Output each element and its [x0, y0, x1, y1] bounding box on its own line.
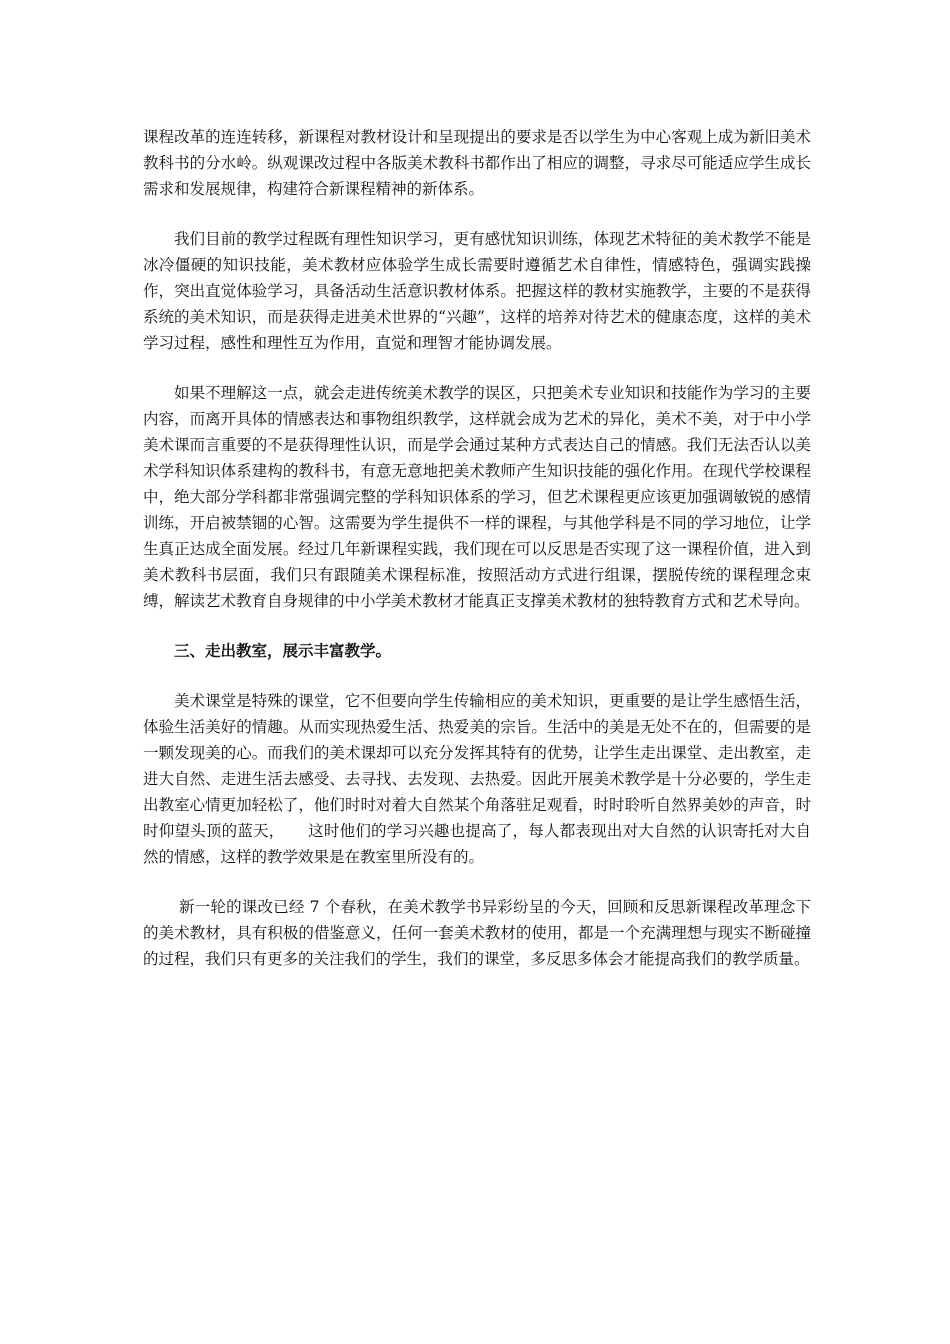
paragraph-conclusion: 新一轮的课改已经 7 个春秋，在美术教学书异彩纷呈的今天，回顾和反思新课程改革理念下的美术教材，具有积极的借鉴意义，任何一套美术教材的使用，都是一个充满理想与现实不断碰撞的过程，我们只有更多的关注我们的学生，我们的课堂，多反思多体会才能提高我们的教学质量。: [143, 898, 811, 968]
paragraph-intro: 课程改革的连连转移，新课程对教材设计和呈现提出的要求是否以学生为中心客观上成为新旧美术教科书的分水岭。纵观课改过程中各版美术教科书都作出了相应的调整，寻求尽可能适应学生成长需求和发展规律，构建符合新课程精神的新体系。: [143, 128, 811, 198]
paragraph-misconception: 如果不理解这一点，就会走进传统美术教学的误区，只把美术专业知识和技能作为学习的主要内容，而离开具体的情感表达和事物组织教学，这样就会成为艺术的异化，美术不美，对于中小学美术课而言重要的不是获得理性认识，而是学会通过某种方式表达自己的情感。我们无法否认以美术学科知识体系建构的教科书，有意无意地把美术教师产生知识技能的强化作用。在现代学校课程中，绝大部分学科都非常强调完整的学科知识体系的学习，但艺术课程更应该更加强调敏锐的感情训练，开启被禁锢的心智。这需要为学生提供不一样的课程，与其他学科是不同的学习地位，让学生真正达成全面发展。经过几年新课程实践，我们现在可以反思是否实现了这一课程价值，进入到美术教科书层面，我们只有跟随美术课程标准，按照活动方式进行组课，摆脱传统的课程理念束缚，解读艺术教育自身规律的中小学美术教材才能真正支撑美术教材的独特教育方式和艺术导向。: [143, 384, 811, 610]
paragraph-teaching-process: 我们目前的教学过程既有理性知识学习，更有感忧知识训练，体现艺术特征的美术教学不能是冰冷僵硬的知识技能，美术教材应体验学生成长需要时遵循艺术自律性，情感特色，强调实践操作，突出直觉体验学习，具备活动生活意识教材体系。把握这样的教材实施教学，主要的不是获得系统的美术知识，而是获得走进美术世界的“兴趣”，这样的培养对待艺术的健康态度，这样的美术学习过程，感性和理性互为作用，直觉和理智才能协调发展。: [143, 230, 811, 352]
paragraph-outdoor-teaching: 美术课堂是特殊的课堂，它不但要向学生传输相应的美术知识，更重要的是让学生感悟生活，体验生活美好的情趣。从而实现热爱生活、热爱美的宗旨。生活中的美是无处不在的，但需要的是一颗发现美的心。而我们的美术课却可以充分发挥其特有的优势，让学生走出课堂、走出教室，走进大自然、走进生活去感受、去寻找、去发现、去热爱。因此开展美术教学是十分必要的，学生走出教室心情更加轻松了，他们时时对着大自然某个角落驻足观看，时时聆听自然界美妙的声音，时时仰望头顶的蓝天， 这时他们的学习兴趣也提高了，每人都表现出对大自然的认识寄托对大自然的情感，这样的教学效果是在教室里所没有的。: [143, 692, 811, 866]
document-body: [143, 124, 811, 996]
section-heading: 三、走出教室，展示丰富教学。: [174, 642, 392, 660]
